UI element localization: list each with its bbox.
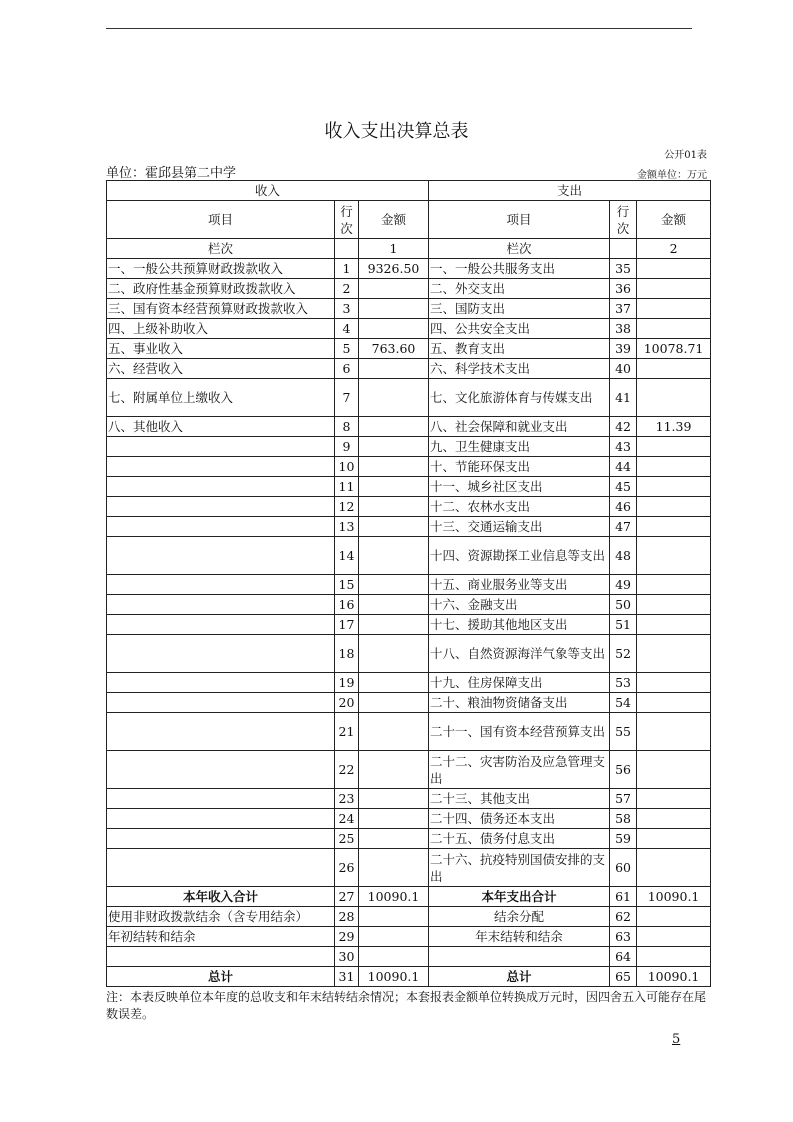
income-col-label: 栏次 <box>107 239 335 259</box>
income-row-no-cell: 30 <box>335 947 359 967</box>
income-item-cell <box>107 615 335 635</box>
income-amount-cell <box>359 279 429 299</box>
income-row-no-cell: 26 <box>335 849 359 887</box>
expense-amount-cell: 10090.1 <box>637 887 711 907</box>
expense-row-no-cell: 44 <box>610 457 637 477</box>
income-row-no-cell: 28 <box>335 907 359 927</box>
expense-item-cell: 四、公共安全支出 <box>429 319 610 339</box>
income-row-no-cell: 4 <box>335 319 359 339</box>
expense-row-no-cell: 63 <box>610 927 637 947</box>
expense-row-no-cell: 45 <box>610 477 637 497</box>
income-amount-cell: 10090.1 <box>359 967 429 987</box>
empty-cell <box>335 239 359 259</box>
expense-amount-cell <box>637 673 711 693</box>
expense-row-no-cell: 47 <box>610 517 637 537</box>
header-rule <box>106 28 692 29</box>
income-amount-cell <box>359 379 429 417</box>
income-row-no-cell: 25 <box>335 829 359 849</box>
expense-amount-cell <box>637 259 711 279</box>
table-row <box>107 575 711 595</box>
income-amount-cell <box>359 477 429 497</box>
table-row <box>107 595 711 615</box>
expense-row-no-cell: 64 <box>610 947 637 967</box>
table-row <box>107 537 711 575</box>
expense-item-cell: 二十三、其他支出 <box>429 789 610 809</box>
table-row <box>107 359 711 379</box>
income-header: 收入 <box>107 181 429 201</box>
income-amount-cell <box>359 457 429 477</box>
income-amount-cell <box>359 299 429 319</box>
income-amount-cell <box>359 615 429 635</box>
expense-item-cell: 二十一、国有资本经营预算支出 <box>429 713 610 751</box>
expense-amount-cell <box>637 575 711 595</box>
income-amount-cell: 9326.50 <box>359 259 429 279</box>
expense-row-no-cell: 57 <box>610 789 637 809</box>
table-row <box>107 809 711 829</box>
expense-row-no-cell: 37 <box>610 299 637 319</box>
footnote: 注：本表反映单位本年度的总收支和年末结转结余情况；本套报表金额单位转换成万元时，因四舍五入可能存在尾数误差。 <box>106 990 707 1021</box>
expense-row-no-cell: 36 <box>610 279 637 299</box>
income-item-cell <box>107 497 335 517</box>
income-amount-cell <box>359 907 429 927</box>
income-row-no-cell: 22 <box>335 751 359 789</box>
expense-row-no-cell: 54 <box>610 693 637 713</box>
table-row <box>107 279 711 299</box>
expense-amount-cell <box>637 359 711 379</box>
expense-row-no-cell: 62 <box>610 907 637 927</box>
expense-amount-header: 金额 <box>637 201 711 239</box>
income-amount-cell <box>359 417 429 437</box>
income-item-cell: 三、国有资本经营预算财政拨款收入 <box>107 299 335 319</box>
expense-row-no-cell: 49 <box>610 575 637 595</box>
expense-item-cell: 十七、援助其他地区支出 <box>429 615 610 635</box>
expense-item-header: 项目 <box>429 201 610 239</box>
income-item-cell: 一、一般公共预算财政拨款收入 <box>107 259 335 279</box>
income-row-no-cell: 9 <box>335 437 359 457</box>
expense-item-cell: 二十二、灾害防治及应急管理支出 <box>429 751 610 789</box>
expense-item-cell: 一、一般公共服务支出 <box>429 259 610 279</box>
income-item-cell <box>107 947 335 967</box>
table-row <box>107 379 711 417</box>
expense-amount-cell <box>637 379 711 417</box>
table-row <box>107 789 711 809</box>
table-row <box>107 339 711 359</box>
expense-amount-cell <box>637 927 711 947</box>
income-item-cell <box>107 789 335 809</box>
expense-item-cell: 十六、金融支出 <box>429 595 610 615</box>
expense-row-no-cell: 56 <box>610 751 637 789</box>
income-item-cell <box>107 537 335 575</box>
income-amount-cell <box>359 319 429 339</box>
income-amount-cell <box>359 789 429 809</box>
expense-row-no-cell: 41 <box>610 379 637 417</box>
income-row-no-cell: 17 <box>335 615 359 635</box>
table-row <box>107 907 711 927</box>
expense-item-cell: 结余分配 <box>429 907 610 927</box>
expense-row-no-header: 行次 <box>610 201 637 239</box>
table-row <box>107 751 711 789</box>
expense-col-label: 栏次 <box>429 239 610 259</box>
expense-item-cell: 十九、住房保障支出 <box>429 673 610 693</box>
income-amount-cell <box>359 673 429 693</box>
expense-amount-cell <box>637 615 711 635</box>
income-row-no-cell: 3 <box>335 299 359 319</box>
expense-row-no-cell: 59 <box>610 829 637 849</box>
expense-amount-cell <box>637 477 711 497</box>
expense-amount-cell: 10078.71 <box>637 339 711 359</box>
expense-row-no-cell: 40 <box>610 359 637 379</box>
income-amount-cell <box>359 635 429 673</box>
income-row-no-header: 行次 <box>335 201 359 239</box>
income-amount-header: 金额 <box>359 201 429 239</box>
income-row-no-cell: 1 <box>335 259 359 279</box>
income-item-cell <box>107 751 335 789</box>
expense-row-no-cell: 39 <box>610 339 637 359</box>
expense-amount-cell <box>637 947 711 967</box>
income-row-no-cell: 12 <box>335 497 359 517</box>
income-row-no-cell: 7 <box>335 379 359 417</box>
income-amount-cell <box>359 693 429 713</box>
income-row-no-cell: 16 <box>335 595 359 615</box>
expense-row-no-cell: 50 <box>610 595 637 615</box>
income-item-cell: 使用非财政拨款结余（含专用结余） <box>107 907 335 927</box>
income-amount-cell <box>359 751 429 789</box>
unit-name: 单位：霍邱县第二中学 <box>106 166 237 181</box>
expense-amount-cell <box>637 299 711 319</box>
expense-row-no-cell: 43 <box>610 437 637 457</box>
expense-amount-cell <box>637 437 711 457</box>
expense-item-cell: 十四、资源勘探工业信息等支出 <box>429 537 610 575</box>
column-number-row <box>107 239 711 259</box>
expense-amount-cell <box>637 595 711 615</box>
expense-amount-cell <box>637 319 711 339</box>
income-item-cell: 二、政府性基金预算财政拨款收入 <box>107 279 335 299</box>
income-row-no-cell: 31 <box>335 967 359 987</box>
expense-item-cell <box>429 947 610 967</box>
table-row <box>107 673 711 693</box>
form-number: 公开01表 <box>664 150 707 161</box>
expense-row-no-cell: 38 <box>610 319 637 339</box>
income-item-header: 项目 <box>107 201 335 239</box>
income-row-no-cell: 20 <box>335 693 359 713</box>
expense-item-cell: 七、文化旅游体育与传媒支出 <box>429 379 610 417</box>
income-amount-cell: 10090.1 <box>359 887 429 907</box>
income-amount-cell <box>359 537 429 575</box>
expense-amount-cell <box>637 497 711 517</box>
income-item-cell <box>107 575 335 595</box>
income-row-no-cell: 11 <box>335 477 359 497</box>
expense-amount-cell <box>637 751 711 789</box>
expense-item-cell: 二十六、抗疫特别国债安排的支出 <box>429 849 610 887</box>
expense-item-cell: 二十四、债务还本支出 <box>429 809 610 829</box>
income-amount-cell: 763.60 <box>359 339 429 359</box>
income-item-cell <box>107 595 335 615</box>
income-row-no-cell: 14 <box>335 537 359 575</box>
income-amount-cell <box>359 359 429 379</box>
income-item-cell <box>107 517 335 537</box>
expense-item-cell: 八、社会保障和就业支出 <box>429 417 610 437</box>
expense-item-cell: 十八、自然资源海洋气象等支出 <box>429 635 610 673</box>
income-amount-cell <box>359 849 429 887</box>
income-col-number: 1 <box>359 239 429 259</box>
income-item-cell <box>107 693 335 713</box>
expense-amount-cell <box>637 829 711 849</box>
income-item-cell <box>107 713 335 751</box>
table-row <box>107 615 711 635</box>
table-row <box>107 457 711 477</box>
income-item-cell: 六、经营收入 <box>107 359 335 379</box>
expense-item-cell: 二十、粮油物资储备支出 <box>429 693 610 713</box>
expense-row-no-cell: 60 <box>610 849 637 887</box>
table-row <box>107 299 711 319</box>
table-row <box>107 693 711 713</box>
expense-item-cell: 本年支出合计 <box>429 887 610 907</box>
income-row-no-cell: 2 <box>335 279 359 299</box>
table-row <box>107 887 711 907</box>
expense-amount-cell <box>637 849 711 887</box>
income-item-cell <box>107 673 335 693</box>
income-row-no-cell: 27 <box>335 887 359 907</box>
expense-row-no-cell: 61 <box>610 887 637 907</box>
income-item-cell <box>107 457 335 477</box>
income-item-cell: 年初结转和结余 <box>107 927 335 947</box>
expense-item-cell: 九、卫生健康支出 <box>429 437 610 457</box>
table-row <box>107 477 711 497</box>
income-row-no-cell: 10 <box>335 457 359 477</box>
income-item-cell <box>107 849 335 887</box>
income-amount-cell <box>359 517 429 537</box>
table-row <box>107 635 711 673</box>
table-row <box>107 829 711 849</box>
table-row <box>107 497 711 517</box>
expense-amount-cell: 11.39 <box>637 417 711 437</box>
income-amount-cell <box>359 437 429 457</box>
expense-col-number: 2 <box>637 239 711 259</box>
income-row-no-cell: 21 <box>335 713 359 751</box>
expense-item-cell: 十三、交通运输支出 <box>429 517 610 537</box>
income-amount-cell <box>359 809 429 829</box>
income-row-no-cell: 13 <box>335 517 359 537</box>
page-number: 5 <box>672 1032 681 1047</box>
expense-row-no-cell: 51 <box>610 615 637 635</box>
expense-item-cell: 二、外交支出 <box>429 279 610 299</box>
income-item-cell <box>107 829 335 849</box>
income-expense-table <box>106 180 711 987</box>
income-amount-cell <box>359 927 429 947</box>
column-header-row <box>107 201 711 239</box>
table-row <box>107 967 711 987</box>
expense-amount-cell <box>637 907 711 927</box>
income-row-no-cell: 18 <box>335 635 359 673</box>
income-item-cell: 本年收入合计 <box>107 887 335 907</box>
income-row-no-cell: 29 <box>335 927 359 947</box>
expense-item-cell: 十五、商业服务业等支出 <box>429 575 610 595</box>
expense-amount-cell <box>637 635 711 673</box>
income-amount-cell <box>359 575 429 595</box>
income-item-cell <box>107 437 335 457</box>
income-row-no-cell: 5 <box>335 339 359 359</box>
income-row-no-cell: 8 <box>335 417 359 437</box>
expense-amount-cell <box>637 279 711 299</box>
expense-amount-cell <box>637 517 711 537</box>
expense-item-cell: 十一、城乡社区支出 <box>429 477 610 497</box>
expense-row-no-cell: 46 <box>610 497 637 517</box>
income-amount-cell <box>359 497 429 517</box>
expense-amount-cell <box>637 713 711 751</box>
expense-amount-cell <box>637 693 711 713</box>
expense-item-cell: 五、教育支出 <box>429 339 610 359</box>
income-row-no-cell: 23 <box>335 789 359 809</box>
income-amount-cell <box>359 829 429 849</box>
empty-cell <box>610 239 637 259</box>
expense-amount-cell <box>637 809 711 829</box>
expense-row-no-cell: 65 <box>610 967 637 987</box>
income-item-cell: 四、上级补助收入 <box>107 319 335 339</box>
income-item-cell <box>107 477 335 497</box>
income-item-cell: 总计 <box>107 967 335 987</box>
table-row <box>107 849 711 887</box>
page-title: 收入支出决算总表 <box>324 121 469 142</box>
expense-item-cell: 十二、农林水支出 <box>429 497 610 517</box>
income-item-cell <box>107 809 335 829</box>
expense-row-no-cell: 55 <box>610 713 637 751</box>
table-row <box>107 947 711 967</box>
table-row <box>107 927 711 947</box>
income-row-no-cell: 24 <box>335 809 359 829</box>
table-row <box>107 713 711 751</box>
expense-row-no-cell: 35 <box>610 259 637 279</box>
expense-row-no-cell: 53 <box>610 673 637 693</box>
expense-row-no-cell: 52 <box>610 635 637 673</box>
income-item-cell: 七、附属单位上缴收入 <box>107 379 335 417</box>
table-row <box>107 319 711 339</box>
income-row-no-cell: 19 <box>335 673 359 693</box>
expense-row-no-cell: 58 <box>610 809 637 829</box>
table-row <box>107 417 711 437</box>
expense-item-cell: 三、国防支出 <box>429 299 610 319</box>
table-row <box>107 259 711 279</box>
income-amount-cell <box>359 947 429 967</box>
expense-row-no-cell: 48 <box>610 537 637 575</box>
expense-row-no-cell: 42 <box>610 417 637 437</box>
expense-item-cell: 六、科学技术支出 <box>429 359 610 379</box>
expense-amount-cell <box>637 457 711 477</box>
amount-unit: 金额单位：万元 <box>637 170 707 181</box>
income-row-no-cell: 6 <box>335 359 359 379</box>
income-amount-cell <box>359 713 429 751</box>
section-header-row <box>107 181 711 201</box>
income-item-cell <box>107 635 335 673</box>
expense-amount-cell <box>637 789 711 809</box>
income-amount-cell <box>359 595 429 615</box>
expense-item-cell: 总计 <box>429 967 610 987</box>
table-row <box>107 517 711 537</box>
income-item-cell: 八、其他收入 <box>107 417 335 437</box>
expense-item-cell: 年末结转和结余 <box>429 927 610 947</box>
expense-item-cell: 二十五、债务付息支出 <box>429 829 610 849</box>
income-item-cell: 五、事业收入 <box>107 339 335 359</box>
expense-amount-cell <box>637 537 711 575</box>
expense-amount-cell: 10090.1 <box>637 967 711 987</box>
expense-header: 支出 <box>429 181 711 201</box>
income-row-no-cell: 15 <box>335 575 359 595</box>
expense-item-cell: 十、节能环保支出 <box>429 457 610 477</box>
table-row <box>107 437 711 457</box>
